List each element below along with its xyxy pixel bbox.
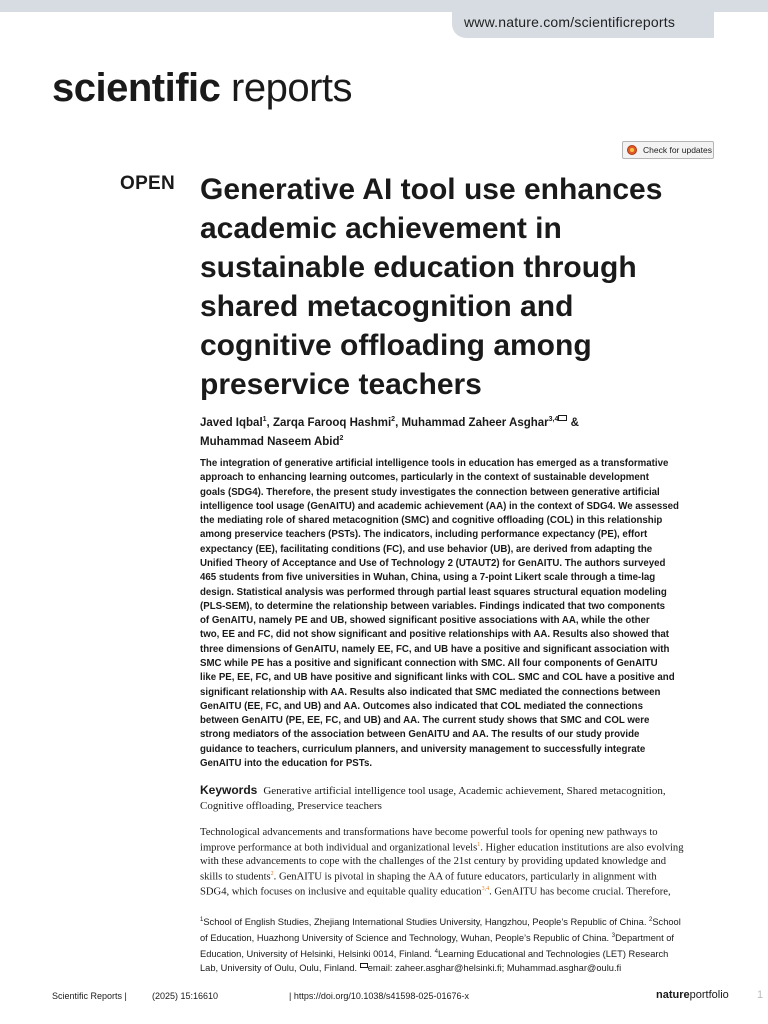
title-line: Generative AI tool use enhances xyxy=(200,173,663,206)
abstract-line: the mediating role of shared metacognition (SMC) and cognitive offloading (COL) in this relationship xyxy=(200,515,663,527)
email-icon[interactable] xyxy=(558,415,567,421)
affiliation-line: $^1$School of English Studies, Zhejiang International Studies University, Hangzhou, People’s Republic of China. $^2$School xyxy=(200,917,681,928)
abstract-line: 465 students from five universities in Wuhan, China, using a 7-point Likert scale through a time-lag xyxy=(200,572,656,584)
affiliation-ref: 2 xyxy=(391,416,396,423)
intro-line: Technological advancements and transformations have become powerful tools for opening new pathways to xyxy=(200,827,658,838)
abstract-line: significant relationship with AA. Results also indicated that SMC mediated the connections between xyxy=(200,686,661,698)
intro-line: improve performance at both individual and organizational levels$^1$. Higher education institutions are also evolving xyxy=(200,842,684,854)
page-number: 1 xyxy=(757,989,764,1001)
publisher-logo: natureportfolio xyxy=(656,989,729,1001)
abstract-line: among preservice teachers (PSTs). The indicators, including performance expectancy (PE), effort xyxy=(200,529,648,541)
author-ampersand: & xyxy=(570,416,579,429)
title-line: academic achievement in xyxy=(200,212,562,245)
check-for-updates-button[interactable] xyxy=(622,141,714,159)
abstract-line: SMC while PE has a positive and significant connection with SMC. All four components of GenAITU xyxy=(200,657,658,669)
keywords-text: Cognitive offloading, Preservice teachers xyxy=(200,800,382,812)
affiliation-line: of Education, Huazhong University of Science and Technology, Wuhan, People’s Republic of China. $^3$Department of xyxy=(200,933,674,944)
correspondence-email[interactable]: email: zaheer.asghar@helsinki.fi; Muhammad.asghar@oulu.fi xyxy=(367,963,622,974)
keywords-label: Keywords xyxy=(200,783,258,797)
check-for-updates-label: Check for updates xyxy=(643,145,712,155)
abstract-line: of GenAITU, namely PE and UB, showed significant positive associations with AA, while the other xyxy=(200,615,650,627)
intro-line: with these advancements to cope with the challenges of the 21st century by providing updated knowledge and xyxy=(200,855,666,867)
abstract-line: three dimensions of GenAITU, namely EE, FC, and UB have a positive and significant association with xyxy=(200,643,670,655)
author-name[interactable]: Zarqa Farooq Hashmi xyxy=(272,416,392,429)
crossmark-icon xyxy=(627,145,637,155)
affiliation-ref: 3,4 xyxy=(548,416,559,423)
intro-line: SDG4, which focuses on inclusive and equitable quality education$^{3,4}$. GenAITU has become crucial. Therefore, xyxy=(200,886,671,898)
author-list: Javed Iqbal$^1$, Zarqa Farooq Hashmi$^2$, Muhammad Zaheer Asghar$^{3,4}$ & Muhammad Naseem Abid$^2$ xyxy=(200,416,579,448)
keywords xyxy=(200,783,700,814)
abstract-line: expectancy (EE), facilitating conditions (FC), and use behavior (UB), are derived from adapting the xyxy=(200,543,653,555)
abstract xyxy=(200,457,712,771)
author-name[interactable]: Muhammad Zaheer Asghar xyxy=(401,416,549,429)
journal-logo xyxy=(52,64,352,112)
abstract-line: like PE, EE, FC, and UB have positive and significant links with COL. SMC and COL have a positive and xyxy=(200,672,675,684)
footer-journal: Scientific Reports | xyxy=(52,991,127,1001)
page-footer xyxy=(52,989,764,1005)
email-icon xyxy=(360,963,368,968)
abstract-line: (PLS-SEM), to determine the relationship between variables. Findings indicated that two components xyxy=(200,600,666,612)
abstract-line: Unified Theory of Acceptance and Use of Technology 2 (UTAUT2) for GenAITU. The authors surveyed xyxy=(200,557,666,569)
affiliation-ref: 1 xyxy=(262,416,267,423)
title-line: sustainable education through xyxy=(200,251,637,284)
author-name[interactable]: Javed Iqbal xyxy=(200,416,263,429)
citation-link[interactable]: 1 xyxy=(477,842,481,849)
journal-url[interactable]: www.nature.com/scientificreports xyxy=(464,14,676,30)
abstract-line: design. Statistical analysis was performed through partial least squares structural equation modeling xyxy=(200,586,667,598)
abstract-line: GenAITU (EE, FC, and UB) and AA. Outcomes also indicated that COL mediated the connections xyxy=(200,700,643,712)
abstract-line: guidance to teachers, curriculum planners, and university management to successfully integrate xyxy=(200,743,646,755)
intro-line: skills to students$^2$. GenAITU is pivotal in shaping the AA of future educators, particularly in alignment with xyxy=(200,870,657,883)
url-tab xyxy=(452,8,714,38)
affiliation-line: Education, University of Helsinki, Helsinki 0014, Finland. $^4$Learning Educational and Technologies (LET) Research xyxy=(200,949,669,960)
article-title xyxy=(200,170,720,404)
title-line: shared metacognition and xyxy=(200,290,574,323)
open-access-label: OPEN xyxy=(120,173,176,194)
journal-name-bold: scientific xyxy=(52,66,221,110)
abstract-line: between GenAITU (PE, EE, FC, and UB) and AA. The current study shows that SMC and COL were xyxy=(200,715,650,727)
affiliation-ref: 2 xyxy=(339,434,344,442)
citation-link[interactable]: 2 xyxy=(270,870,274,877)
journal-name-regular: reports xyxy=(231,66,353,110)
abstract-line: goals (SDG4). Therefore, the present study investigates the connection between generative artificial xyxy=(200,486,660,498)
abstract-line: two, EE and FC, did not show significant and positive relationships with AA. Results also showed that xyxy=(200,629,669,641)
title-line: cognitive offloading among xyxy=(200,329,592,362)
footer-doi-link[interactable]: | https://doi.org/10.1038/s41598-025-01676-x xyxy=(289,991,469,1001)
affiliations xyxy=(200,913,716,975)
abstract-line: approach to enhancing learning outcomes, particularly in the context of sustainable development xyxy=(200,472,649,484)
author-name[interactable]: Muhammad Naseem Abid xyxy=(200,435,340,448)
title-line: preservice teachers xyxy=(200,368,482,401)
abstract-line: GenAITU into the education for PSTs. xyxy=(200,757,373,769)
abstract-line: The integration of generative artificial intelligence tools in education has emerged as a transformative xyxy=(200,458,669,469)
introduction-text xyxy=(200,826,716,899)
abstract-line: strong mediators of the association between GenAITU and AA. The results of our study provide xyxy=(200,729,640,741)
footer-volume: (2025) 15:16610 xyxy=(152,991,219,1001)
citation-link[interactable]: 3,4 xyxy=(481,886,490,893)
keywords-text: Generative artificial intelligence tool usage, Academic achievement, Shared metacognition, xyxy=(263,785,666,797)
abstract-line: intelligence tool usage (GenAITU) and academic achievement (AA) in the context of SDG4. We assessed xyxy=(200,500,679,512)
affiliation-line: Lab, University of Oulu, Oulu, Finland. email: zaheer.asghar@helsinki.fi; Muhammad.asghar@oulu.fi xyxy=(200,963,622,974)
